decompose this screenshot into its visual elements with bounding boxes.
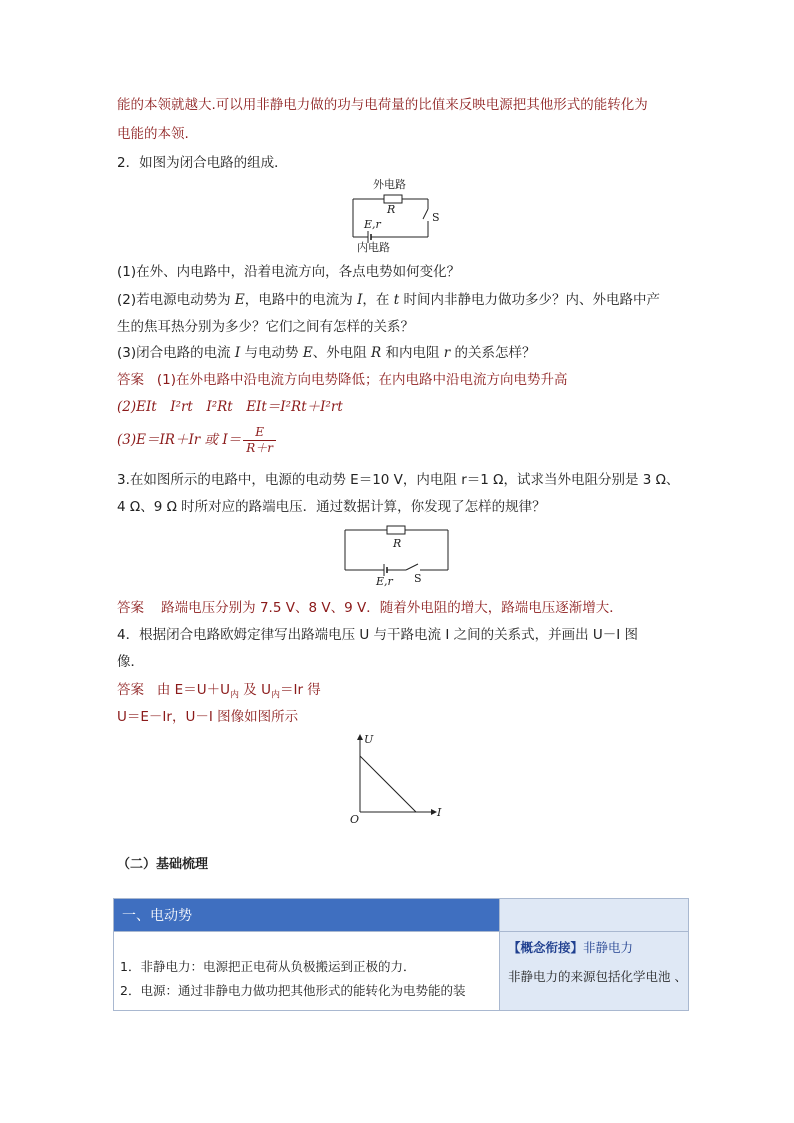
resistor-label: R xyxy=(393,537,402,550)
side-tag: 【概念衔接】 xyxy=(508,940,584,955)
box-item-2: 2．电源：通过非静电力做功把其他形式的能转化为电势能的装 xyxy=(120,983,466,998)
resistor-label: R xyxy=(387,203,396,216)
source-label: E,r xyxy=(376,575,393,588)
q2-answer-1: 答案 (1)在外电路中沿电流方向电势降低；在内电路中沿电流方向电势升高 xyxy=(117,372,568,388)
q2-stem: 2．如图为闭合电路的组成． xyxy=(117,155,288,171)
fraction: $\frac{E}{R+r}$ xyxy=(243,425,276,456)
box-body xyxy=(114,932,500,1011)
y-axis-label: U xyxy=(364,733,374,746)
q2-sub2-line2: 生的焦耳热分别为多少？它们之间有怎样的关系？ xyxy=(117,319,414,335)
intro-line-1: 能的本领就越大.可以用非静电力做的功与电荷量的比值来反映电源把其他形式的能转化为 xyxy=(117,97,648,113)
box-side xyxy=(500,932,689,1011)
side-text: 非静电力的来源包括化学电池 、 xyxy=(508,969,687,984)
x-axis-label: I xyxy=(437,806,442,819)
intro-line-2: 电能的本领. xyxy=(117,126,189,142)
inner-circuit-label: 内电路 xyxy=(357,241,390,254)
origin-label: O xyxy=(350,813,360,825)
source-label: E,r xyxy=(364,218,381,231)
q3-line-1: 3.在如图所示的电路中，电源的电动势 E＝10 V，内电阻 r＝1 Ω，试求当外电阻分别是 3 Ω、 xyxy=(117,472,680,488)
resistor-R xyxy=(387,526,405,534)
q3-answer: 答案 路端电压分别为 7.5 V、8 V、9 V．随着外电阻的增大，路端电压逐渐增大． xyxy=(117,600,623,616)
concept-box xyxy=(113,898,689,1011)
q2-sub1: (1)在外、内电路中，沿着电流方向，各点电势如何变化？ xyxy=(117,264,461,280)
box-item-1: 1．非静电力：电源把正电荷从负极搬运到正极的力． xyxy=(120,959,416,974)
q4-answer-2: U＝E－Ir，U－I 图像如图所示 xyxy=(117,709,299,725)
box-header-side xyxy=(500,899,689,932)
q2-answer-3: (3)E＝IR＋Ir 或 I＝ $\frac{E}{R+r}$ xyxy=(117,424,278,456)
q4-line-2: 像． xyxy=(117,654,144,670)
q3-line-2: 4 Ω、9 Ω 时所对应的路端电压．通过数据计算，你发现了怎样的规律？ xyxy=(117,499,546,515)
u-i-graph xyxy=(348,730,448,825)
q2-sub2-line1: (2)若电源电动势为 E，电路中的电流为 I，在 t 时间内非静电力做功多少？内、外电路中产 xyxy=(117,292,660,308)
q2-circuit-diagram xyxy=(340,175,460,255)
u-i-line xyxy=(360,756,416,812)
outer-circuit-label: 外电路 xyxy=(373,178,406,191)
box-header: 一、电动势 xyxy=(114,899,500,932)
side-title: 非静电力 xyxy=(583,940,634,955)
q2-answer-2: (2)EIt I²rt I²Rt EIt＝I²Rt＋I²rt xyxy=(117,399,343,415)
resistor-R xyxy=(384,195,402,203)
switch-S xyxy=(406,564,418,570)
switch-S xyxy=(423,209,428,219)
switch-label: S xyxy=(414,572,422,585)
switch-label: S xyxy=(432,211,440,224)
q4-line-1: 4．根据闭合电路欧姆定律写出路端电压 U 与干路电流 I 之间的关系式，并画出 U－I 图 xyxy=(117,627,639,643)
q2-sub3: (3)闭合电路的电流 I 与电动势 E、外电阻 R 和内电阻 r 的关系怎样？ xyxy=(117,345,536,361)
section-title: （二）基础梳理 xyxy=(117,857,209,872)
q3-circuit-diagram xyxy=(340,520,455,588)
q4-answer-1: 答案 由 $E=U+U_内$ 及 $U_内=Ir$ 得 xyxy=(117,682,321,701)
